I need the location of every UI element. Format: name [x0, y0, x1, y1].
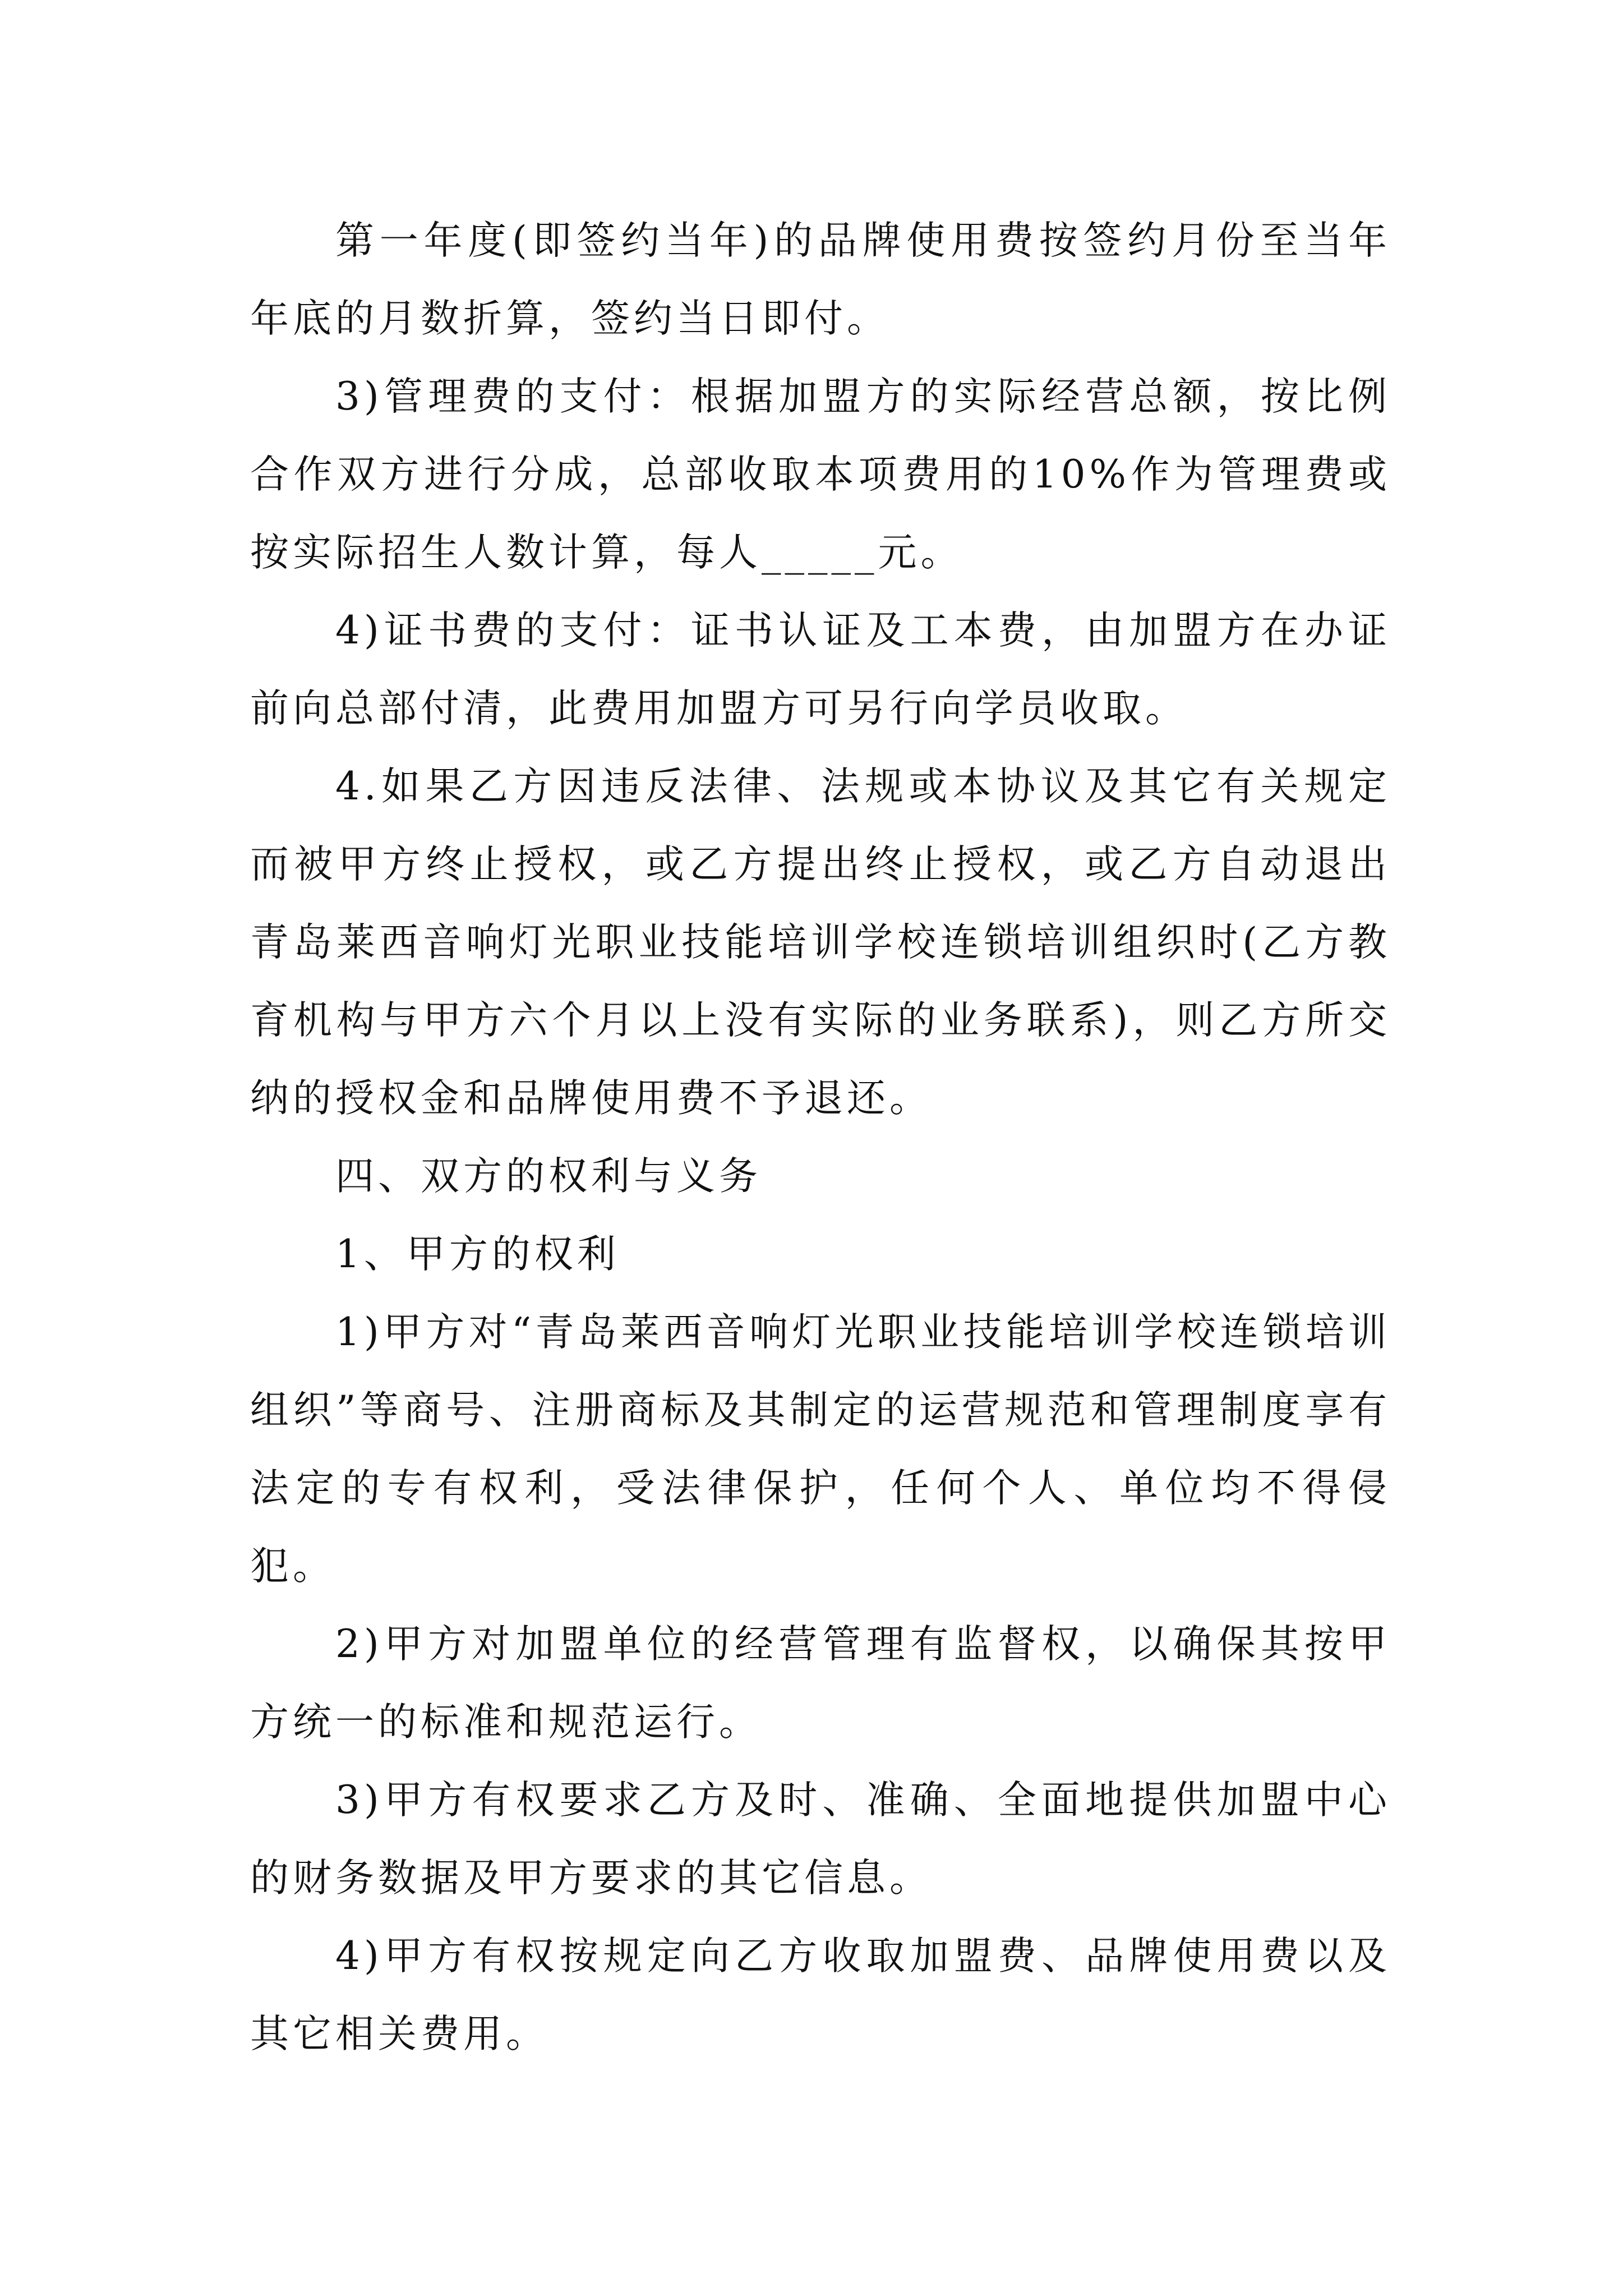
paragraph-brand-fee-first-year: 第一年度(即签约当年)的品牌使用费按签约月份至当年年底的月数折算，签约当日即付。 [250, 218, 1391, 341]
paragraph-certificate-fee: 4)证书费的支付：证书认证及工本费，由加盟方在办证前向总部付清，此费用加盟方可另行向学员收取。 [250, 608, 1391, 731]
paragraph-management-fee: 3)管理费的支付：根据加盟方的实际经营总额，按比例合作双方进行分成，总部收取本项费用的10%作为管理费或按实际招生人数计算，每人_____元。 [250, 374, 1391, 575]
paragraph-supervision-right: 2)甲方对加盟单位的经营管理有监督权，以确保其按甲方统一的标准和规范运行。 [250, 1622, 1391, 1745]
paragraph-financial-data-right: 3)甲方有权要求乙方及时、准确、全面地提供加盟中心的财务数据及甲方要求的其它信息。 [250, 1778, 1391, 1901]
paragraph-trademark-rights: 1)甲方对“青岛莱西音响灯光职业技能培训学校连锁培训组织”等商号、注册商标及其制定的运营规范和管理制度享有法定的专有权利，受法律保护，任何个人、单位均不得侵犯。 [250, 1310, 1391, 1589]
paragraph-termination-no-refund: 4.如果乙方因违反法律、法规或本协议及其它有关规定而被甲方终止授权，或乙方提出终止授权，或乙方自动退出青岛莱西音响灯光职业技能培训学校连锁培训组织时(乙方教育机构与甲方六个月以上没有实际的业务联系)，则乙方所交纳的授权金和品牌使用费不予退还。 [250, 764, 1391, 1121]
subsection-heading-party-a-rights: 1、甲方的权利 [335, 1232, 620, 1277]
paragraph-fee-collection-right: 4)甲方有权按规定向乙方收取加盟费、品牌使用费以及其它相关费用。 [250, 1934, 1391, 2056]
document-body [250, 202, 1391, 2073]
section-heading-rights-obligations: 四、双方的权利与义务 [335, 1154, 762, 1199]
